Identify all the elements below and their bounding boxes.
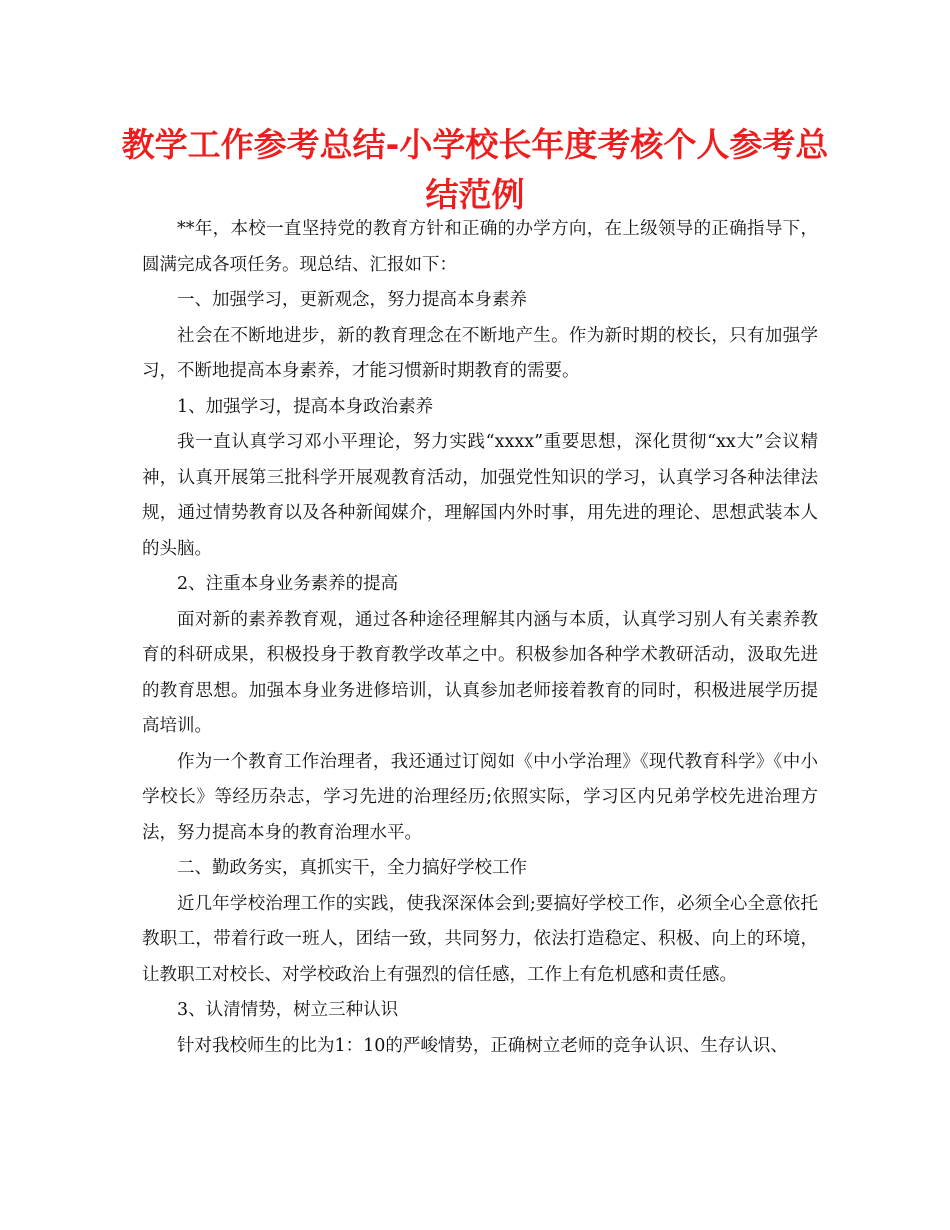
paragraph: 我一直认真学习邓小平理论，努力实践“xxxx”重要思想，深化贯彻“xx大”会议精神，认真开展第三批科学开展观教育活动，加强党性知识的学习，认真学习各种法律法规，通过情势教育以及各种新闻媒介，理解国内外时事，用先进的理论、思想武装本人的头脑。 (142, 432, 818, 559)
document-body (142, 212, 818, 1064)
subsection-heading: 2、注重本身业务素养的提高 (177, 574, 399, 594)
subsection-heading: 3、认清情势，树立三种认识 (177, 1000, 399, 1020)
section-heading: 二、勤政务实，真抓实干，全力搞好学校工作 (177, 858, 527, 878)
paragraph: 近几年学校治理工作的实践，使我深深体会到;要搞好学校工作，必须全心全意依托教职工，带着行政一班人，团结一致，共同努力，依法打造稳定、积极、向上的环境，让教职工对校长、对学校政治上有强烈的信任感，工作上有危机感和责任感。 (142, 893, 818, 985)
paragraph: **年，本校一直坚持党的教育方针和正确的办学方向，在上级领导的正确指导下，圆满完成各项任务。现总结、汇报如下： (142, 219, 818, 275)
document-title: 教学工作参考总结-小学校长年度考核个人参考总结范例 (121, 125, 829, 214)
paragraph: 作为一个教育工作治理者，我还通过订阅如《中小学治理》《现代教育科学》《中小学校长》等经历杂志，学习先进的治理经历;依照实际，学习区内兄弟学校先进治理方法，努力提高本身的教育治理水平。 (142, 751, 818, 843)
paragraph: 针对我校师生的比为1：10的严峻情势，正确树立老师的竞争认识、生存认识、 (177, 1035, 788, 1056)
paragraph: 社会在不断地进步，新的教育理念在不断地产生。作为新时期的校长，只有加强学习，不断地提高本身素养，才能习惯新时期教育的需要。 (142, 325, 818, 381)
paragraph: 面对新的素养教育观，通过各种途径理解其内涵与本质，认真学习别人有关素养教育的科研成果，积极投身于教育教学改革之中。积极参加各种学术教研活动，汲取先进的教育思想。加强本身业务进修培训，认真参加老师接着教育的同时，积极进展学历提高培训。 (142, 609, 818, 736)
section-heading: 一、加强学习，更新观念，努力提高本身素养 (177, 290, 527, 310)
subsection-heading: 1、加强学习，提高本身政治素养 (177, 396, 434, 417)
